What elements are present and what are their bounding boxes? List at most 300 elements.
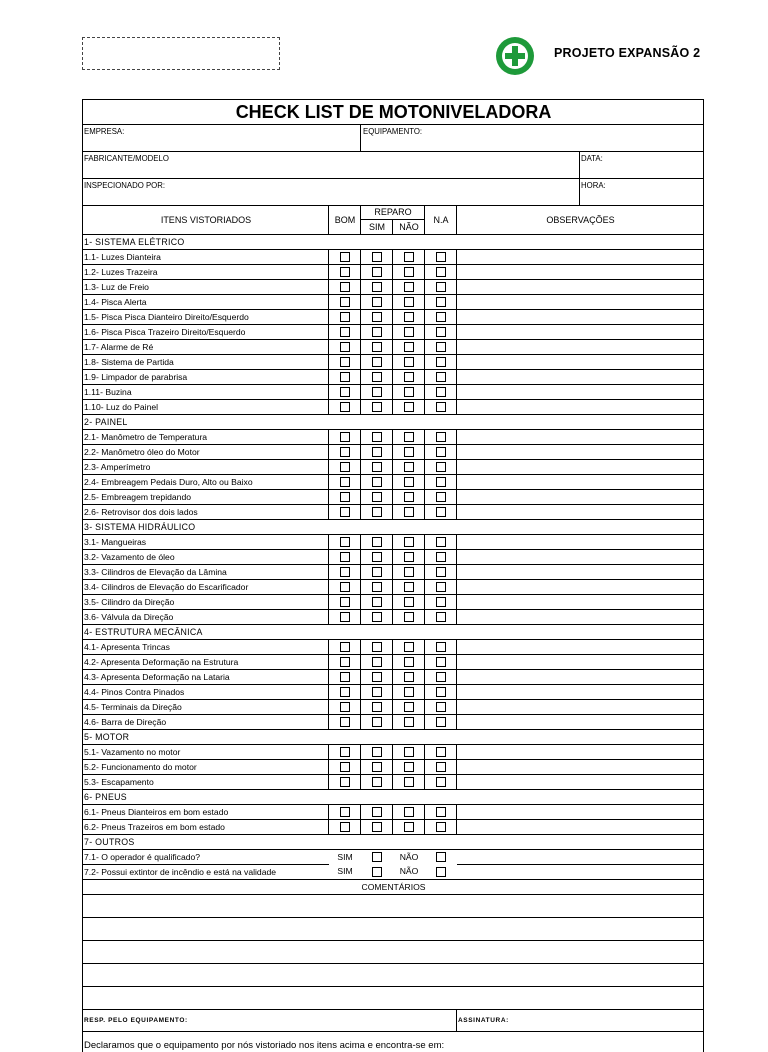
checkbox-cell-reparo-sim (361, 820, 393, 835)
checkbox-na[interactable] (436, 762, 446, 772)
checkbox-reparo-sim[interactable] (372, 822, 382, 832)
checkbox-cell-bom (329, 265, 361, 280)
checkbox-reparo-nao[interactable] (404, 432, 414, 442)
checkbox-reparo-nao[interactable] (404, 312, 414, 322)
checkbox-cell-reparo-sim (361, 265, 393, 280)
checkbox-na[interactable] (436, 387, 446, 397)
checkbox-cell-reparo-sim (361, 565, 393, 580)
checkbox-sim[interactable] (372, 852, 382, 862)
checkbox-na[interactable] (436, 567, 446, 577)
observacao-cell[interactable] (457, 610, 704, 625)
checkbox-reparo-sim[interactable] (372, 252, 382, 262)
section-title: 5- MOTOR (83, 730, 704, 745)
checkbox-reparo-nao[interactable] (404, 762, 414, 772)
project-label: PROJETO EXPANSÃO 2 (554, 46, 700, 60)
checkbox-reparo-sim[interactable] (372, 777, 382, 787)
checkbox-cell-na (425, 460, 457, 475)
checkbox-bom[interactable] (340, 327, 350, 337)
checkbox-cell-na (425, 400, 457, 415)
checkbox-cell-na (425, 655, 457, 670)
checkbox-na[interactable] (436, 312, 446, 322)
checkbox-na[interactable] (436, 552, 446, 562)
checkbox-na[interactable] (436, 282, 446, 292)
checkbox-na[interactable] (436, 687, 446, 697)
table-row (83, 610, 704, 625)
checkbox-na[interactable] (436, 807, 446, 817)
checkbox-cell-reparo-nao (393, 640, 425, 655)
checkbox-cell-reparo-nao (393, 805, 425, 820)
checkbox-cell-bom (329, 685, 361, 700)
checkbox-cell-bom (329, 430, 361, 445)
checkbox-reparo-sim[interactable] (372, 477, 382, 487)
checkbox-na[interactable] (436, 702, 446, 712)
checkbox-reparo-nao[interactable] (404, 297, 414, 307)
checkbox-na[interactable] (436, 507, 446, 517)
observacao-cell[interactable] (457, 490, 704, 505)
checkbox-cell-bom (329, 250, 361, 265)
checkbox-bom[interactable] (340, 342, 350, 352)
table-row (83, 325, 704, 340)
checkbox-bom[interactable] (340, 582, 350, 592)
checkbox-reparo-sim[interactable] (372, 462, 382, 472)
checklist-item-label: 2.6- Retrovisor dos dois lados (83, 505, 329, 520)
checkbox-na[interactable] (436, 432, 446, 442)
checkbox-bom[interactable] (340, 747, 350, 757)
checkbox-cell-reparo-sim (361, 715, 393, 730)
checklist-table (82, 99, 704, 1052)
checkbox-reparo-sim[interactable] (372, 687, 382, 697)
checkbox-reparo-sim[interactable] (372, 657, 382, 667)
checkbox-na[interactable] (436, 357, 446, 367)
comentario-line[interactable] (83, 987, 704, 1010)
checkbox-bom[interactable] (340, 537, 350, 547)
checkbox-cell-na (425, 505, 457, 520)
table-row (83, 595, 704, 610)
observacao-cell[interactable] (457, 340, 704, 355)
checkbox-reparo-sim[interactable] (372, 267, 382, 277)
answer-nao-cell (425, 865, 457, 880)
checkbox-cell-reparo-nao (393, 550, 425, 565)
checklist-item-label: 1.8- Sistema de Partida (83, 355, 329, 370)
checkbox-nao[interactable] (436, 852, 446, 862)
checkbox-bom[interactable] (340, 597, 350, 607)
checkbox-reparo-sim[interactable] (372, 597, 382, 607)
checkbox-reparo-nao[interactable] (404, 612, 414, 622)
checkbox-reparo-nao[interactable] (404, 642, 414, 652)
observacao-cell[interactable] (457, 640, 704, 655)
checkbox-bom[interactable] (340, 297, 350, 307)
checkbox-cell-bom (329, 475, 361, 490)
checkbox-cell-na (425, 445, 457, 460)
observacao-cell[interactable] (457, 280, 704, 295)
observacao-cell[interactable] (457, 370, 704, 385)
checkbox-reparo-sim[interactable] (372, 717, 382, 727)
checkbox-na[interactable] (436, 327, 446, 337)
checkbox-reparo-sim[interactable] (372, 747, 382, 757)
observacao-cell[interactable] (457, 400, 704, 415)
comentario-line[interactable] (83, 895, 704, 918)
checkbox-bom[interactable] (340, 642, 350, 652)
observacao-cell[interactable] (457, 310, 704, 325)
checkbox-bom[interactable] (340, 432, 350, 442)
checkbox-cell-bom (329, 760, 361, 775)
checkbox-cell-reparo-sim (361, 775, 393, 790)
checkbox-cell-reparo-nao (393, 580, 425, 595)
checkbox-cell-bom (329, 595, 361, 610)
checkbox-nao[interactable] (436, 867, 446, 877)
checkbox-cell-na (425, 475, 457, 490)
checkbox-bom[interactable] (340, 462, 350, 472)
section-title: 2- PAINEL (83, 415, 704, 430)
checkbox-reparo-nao[interactable] (404, 327, 414, 337)
table-row (83, 265, 704, 280)
checklist-item-label: 6.1- Pneus Dianteiros em bom estado (83, 805, 329, 820)
checkbox-cell-reparo-nao (393, 310, 425, 325)
observacao-cell[interactable] (457, 595, 704, 610)
col-reparo-sim: SIM (361, 220, 393, 235)
checkbox-reparo-sim[interactable] (372, 492, 382, 502)
checkbox-cell-bom (329, 280, 361, 295)
checkbox-cell-na (425, 295, 457, 310)
inspecionado-field[interactable]: INSPECIONADO POR: (83, 179, 580, 206)
checklist-item-label: 5.1- Vazamento no motor (83, 745, 329, 760)
table-row (83, 370, 704, 385)
equipamento-field[interactable]: EQUIPAMENTO: (361, 125, 704, 152)
answer-sim-cell (361, 850, 393, 865)
checkbox-bom[interactable] (340, 702, 350, 712)
observacao-cell[interactable] (457, 430, 704, 445)
checkbox-cell-bom (329, 400, 361, 415)
observacao-cell[interactable] (457, 655, 704, 670)
checkbox-bom[interactable] (340, 492, 350, 502)
observacao-cell[interactable] (457, 550, 704, 565)
checkbox-reparo-nao[interactable] (404, 402, 414, 412)
observacao-cell[interactable] (457, 460, 704, 475)
checkbox-cell-reparo-nao (393, 535, 425, 550)
checkbox-na[interactable] (436, 657, 446, 667)
checkbox-cell-bom (329, 640, 361, 655)
checkbox-reparo-sim[interactable] (372, 537, 382, 547)
observacao-cell[interactable] (457, 715, 704, 730)
checkbox-bom[interactable] (340, 387, 350, 397)
checkbox-reparo-nao[interactable] (404, 462, 414, 472)
checkbox-cell-reparo-nao (393, 340, 425, 355)
checkbox-reparo-nao[interactable] (404, 717, 414, 727)
checkbox-bom[interactable] (340, 507, 350, 517)
comentario-line[interactable] (83, 964, 704, 987)
checkbox-reparo-sim[interactable] (372, 297, 382, 307)
checkbox-reparo-sim[interactable] (372, 807, 382, 817)
checkbox-bom[interactable] (340, 312, 350, 322)
checkbox-bom[interactable] (340, 687, 350, 697)
checkbox-cell-reparo-nao (393, 460, 425, 475)
checkbox-cell-reparo-sim (361, 250, 393, 265)
table-row (83, 760, 704, 775)
checkbox-reparo-sim[interactable] (372, 702, 382, 712)
checkbox-cell-bom (329, 580, 361, 595)
checkbox-reparo-nao[interactable] (404, 372, 414, 382)
assinatura-field[interactable]: ASSINATURA: (457, 1010, 704, 1032)
col-reparo: REPARO (361, 206, 425, 220)
checkbox-reparo-sim[interactable] (372, 402, 382, 412)
checkbox-na[interactable] (436, 372, 446, 382)
checklist-item-label: 5.2- Funcionamento do motor (83, 760, 329, 775)
checklist-item-label: 2.5- Embreagem trepidando (83, 490, 329, 505)
checkbox-cell-na (425, 370, 457, 385)
checkbox-na[interactable] (436, 462, 446, 472)
checkbox-na[interactable] (436, 252, 446, 262)
checkbox-cell-reparo-nao (393, 565, 425, 580)
observacao-cell[interactable] (457, 775, 704, 790)
fabricante-field[interactable]: FABRICANTE/MODELO (83, 152, 580, 179)
checkbox-reparo-sim[interactable] (372, 312, 382, 322)
checkbox-reparo-sim[interactable] (372, 432, 382, 442)
checklist-item-label: 1.7- Alarme de Ré (83, 340, 329, 355)
checkbox-na[interactable] (436, 612, 446, 622)
checkbox-reparo-nao[interactable] (404, 822, 414, 832)
checkbox-bom[interactable] (340, 612, 350, 622)
checkbox-reparo-nao[interactable] (404, 582, 414, 592)
checkbox-reparo-nao[interactable] (404, 597, 414, 607)
checkbox-reparo-sim[interactable] (372, 342, 382, 352)
checkbox-na[interactable] (436, 747, 446, 757)
table-row (83, 490, 704, 505)
observacao-cell[interactable] (457, 685, 704, 700)
table-row (83, 475, 704, 490)
checkbox-reparo-nao[interactable] (404, 492, 414, 502)
table-row (83, 670, 704, 685)
observacao-cell[interactable] (457, 745, 704, 760)
checkbox-na[interactable] (436, 342, 446, 352)
checkbox-reparo-sim[interactable] (372, 372, 382, 382)
observacao-cell[interactable] (457, 385, 704, 400)
checkbox-reparo-sim[interactable] (372, 762, 382, 772)
checkbox-bom[interactable] (340, 402, 350, 412)
checkbox-reparo-sim[interactable] (372, 387, 382, 397)
checklist-item-label: 4.3- Apresenta Deformação na Lataria (83, 670, 329, 685)
checklist-item-label: 6.2- Pneus Trazeiros em bom estado (83, 820, 329, 835)
checkbox-bom[interactable] (340, 372, 350, 382)
checkbox-na[interactable] (436, 717, 446, 727)
checkbox-reparo-nao[interactable] (404, 357, 414, 367)
checkbox-cell-reparo-nao (393, 430, 425, 445)
checkbox-reparo-nao[interactable] (404, 687, 414, 697)
checkbox-cell-reparo-sim (361, 460, 393, 475)
checkbox-cell-na (425, 385, 457, 400)
checkbox-bom[interactable] (340, 567, 350, 577)
checkbox-reparo-nao[interactable] (404, 552, 414, 562)
observacao-cell[interactable] (457, 295, 704, 310)
observacao-cell[interactable] (457, 535, 704, 550)
checkbox-cell-reparo-sim (361, 670, 393, 685)
checkbox-reparo-nao[interactable] (404, 252, 414, 262)
checkbox-na[interactable] (436, 822, 446, 832)
observacao-cell[interactable] (457, 445, 704, 460)
checklist-item-label: 3.6- Válvula da Direção (83, 610, 329, 625)
empresa-field[interactable]: EMPRESA: (83, 125, 361, 152)
table-row (83, 820, 704, 835)
checkbox-bom[interactable] (340, 807, 350, 817)
checkbox-reparo-nao[interactable] (404, 657, 414, 667)
section-title: 7- OUTROS (83, 835, 704, 850)
checkbox-reparo-sim[interactable] (372, 282, 382, 292)
observacao-cell[interactable] (457, 670, 704, 685)
checkbox-reparo-sim[interactable] (372, 612, 382, 622)
observacao-cell[interactable] (457, 355, 704, 370)
comentario-line[interactable] (83, 941, 704, 964)
checkbox-cell-reparo-sim (361, 355, 393, 370)
checkbox-bom[interactable] (340, 672, 350, 682)
table-row (83, 295, 704, 310)
observacao-cell[interactable] (457, 265, 704, 280)
table-row (83, 745, 704, 760)
question-label: 7.2- Possui extintor de incêndio e está na validade (83, 865, 329, 880)
checkbox-bom[interactable] (340, 777, 350, 787)
checkbox-cell-bom (329, 325, 361, 340)
checkbox-cell-bom (329, 805, 361, 820)
checkbox-bom[interactable] (340, 282, 350, 292)
checkbox-na[interactable] (436, 447, 446, 457)
observacao-cell[interactable] (457, 565, 704, 580)
checkbox-reparo-sim[interactable] (372, 582, 382, 592)
checkbox-reparo-nao[interactable] (404, 807, 414, 817)
checkbox-na[interactable] (436, 492, 446, 502)
checkbox-cell-reparo-nao (393, 475, 425, 490)
observacao-cell[interactable] (457, 475, 704, 490)
checkbox-na[interactable] (436, 267, 446, 277)
checkbox-cell-reparo-sim (361, 535, 393, 550)
observacao-cell[interactable] (457, 325, 704, 340)
checkbox-cell-na (425, 355, 457, 370)
checkbox-reparo-nao[interactable] (404, 702, 414, 712)
checkbox-cell-reparo-nao (393, 445, 425, 460)
table-row (83, 280, 704, 295)
checklist-item-label: 3.2- Vazamento de óleo (83, 550, 329, 565)
checkbox-na[interactable] (436, 297, 446, 307)
table-row (83, 385, 704, 400)
checkbox-reparo-nao[interactable] (404, 477, 414, 487)
checkbox-bom[interactable] (340, 822, 350, 832)
checkbox-na[interactable] (436, 777, 446, 787)
checkbox-cell-bom (329, 385, 361, 400)
checkbox-reparo-sim[interactable] (372, 327, 382, 337)
table-row (83, 655, 704, 670)
checklist-item-label: 2.1- Manômetro de Temperatura (83, 430, 329, 445)
checkbox-reparo-sim[interactable] (372, 357, 382, 367)
checkbox-cell-na (425, 325, 457, 340)
checkbox-cell-reparo-nao (393, 250, 425, 265)
checkbox-reparo-nao[interactable] (404, 672, 414, 682)
checkbox-cell-bom (329, 460, 361, 475)
checkbox-cell-na (425, 820, 457, 835)
checkbox-na[interactable] (436, 477, 446, 487)
checkbox-bom[interactable] (340, 477, 350, 487)
table-row (83, 250, 704, 265)
checkbox-bom[interactable] (340, 657, 350, 667)
checkbox-reparo-nao[interactable] (404, 282, 414, 292)
checkbox-reparo-nao[interactable] (404, 747, 414, 757)
checkbox-reparo-nao[interactable] (404, 267, 414, 277)
checkbox-reparo-sim[interactable] (372, 552, 382, 562)
declaracao-text: Declaramos que o equipamento por nós vistoriado nos itens acima e encontra-se em: (83, 1032, 704, 1052)
checkbox-bom[interactable] (340, 552, 350, 562)
checkbox-reparo-sim[interactable] (372, 672, 382, 682)
checkbox-cell-reparo-sim (361, 325, 393, 340)
checkbox-cell-na (425, 670, 457, 685)
table-row (83, 580, 704, 595)
checkbox-cell-reparo-nao (393, 385, 425, 400)
responsavel-field[interactable]: RESP. PELO EQUIPAMENTO: (83, 1010, 457, 1032)
checkbox-na[interactable] (436, 582, 446, 592)
checkbox-bom[interactable] (340, 447, 350, 457)
checkbox-cell-bom (329, 445, 361, 460)
observacao-cell[interactable] (457, 700, 704, 715)
checkbox-cell-na (425, 805, 457, 820)
observacao-cell[interactable] (457, 760, 704, 775)
checkbox-cell-bom (329, 565, 361, 580)
checkbox-bom[interactable] (340, 717, 350, 727)
checkbox-reparo-nao[interactable] (404, 447, 414, 457)
checklist-item-label: 3.3- Cilindros de Elevação da Lâmina (83, 565, 329, 580)
observacao-cell[interactable] (457, 820, 704, 835)
checklist-item-label: 1.5- Pisca Pisca Dianteiro Direito/Esquerdo (83, 310, 329, 325)
checkbox-cell-reparo-sim (361, 385, 393, 400)
checkbox-bom[interactable] (340, 357, 350, 367)
checkbox-cell-na (425, 490, 457, 505)
table-row (83, 310, 704, 325)
checkbox-bom[interactable] (340, 762, 350, 772)
checkbox-reparo-sim[interactable] (372, 642, 382, 652)
table-row (83, 505, 704, 520)
checkbox-reparo-sim[interactable] (372, 447, 382, 457)
checkbox-bom[interactable] (340, 252, 350, 262)
checklist-item-label: 1.10- Luz do Painel (83, 400, 329, 415)
checkbox-reparo-nao[interactable] (404, 567, 414, 577)
hora-field[interactable]: HORA: (580, 179, 704, 206)
checkbox-reparo-sim[interactable] (372, 567, 382, 577)
checklist-item-label: 2.4- Embreagem Pedais Duro, Alto ou Baixo (83, 475, 329, 490)
checkbox-na[interactable] (436, 642, 446, 652)
checkbox-reparo-nao[interactable] (404, 507, 414, 517)
checkbox-reparo-nao[interactable] (404, 777, 414, 787)
checkbox-na[interactable] (436, 402, 446, 412)
table-row (83, 535, 704, 550)
checkbox-na[interactable] (436, 672, 446, 682)
checkbox-sim[interactable] (372, 867, 382, 877)
checkbox-reparo-nao[interactable] (404, 342, 414, 352)
observacao-cell[interactable] (457, 805, 704, 820)
checkbox-cell-reparo-sim (361, 370, 393, 385)
checkbox-cell-bom (329, 340, 361, 355)
comentario-line[interactable] (83, 918, 704, 941)
checkbox-reparo-nao[interactable] (404, 387, 414, 397)
checkbox-na[interactable] (436, 597, 446, 607)
checkbox-reparo-nao[interactable] (404, 537, 414, 547)
data-field[interactable]: DATA: (580, 152, 704, 179)
checkbox-cell-reparo-nao (393, 400, 425, 415)
observacao-cell[interactable] (457, 250, 704, 265)
checkbox-bom[interactable] (340, 267, 350, 277)
checkbox-cell-reparo-nao (393, 610, 425, 625)
checkbox-reparo-sim[interactable] (372, 507, 382, 517)
checkbox-cell-bom (329, 355, 361, 370)
checkbox-na[interactable] (436, 537, 446, 547)
observacao-cell[interactable] (457, 580, 704, 595)
checkbox-cell-reparo-sim (361, 310, 393, 325)
observacao-cell[interactable] (457, 505, 704, 520)
checklist-item-label: 1.9- Limpador de parabrisa (83, 370, 329, 385)
checklist-item-label: 4.2- Apresenta Deformação na Estrutura (83, 655, 329, 670)
